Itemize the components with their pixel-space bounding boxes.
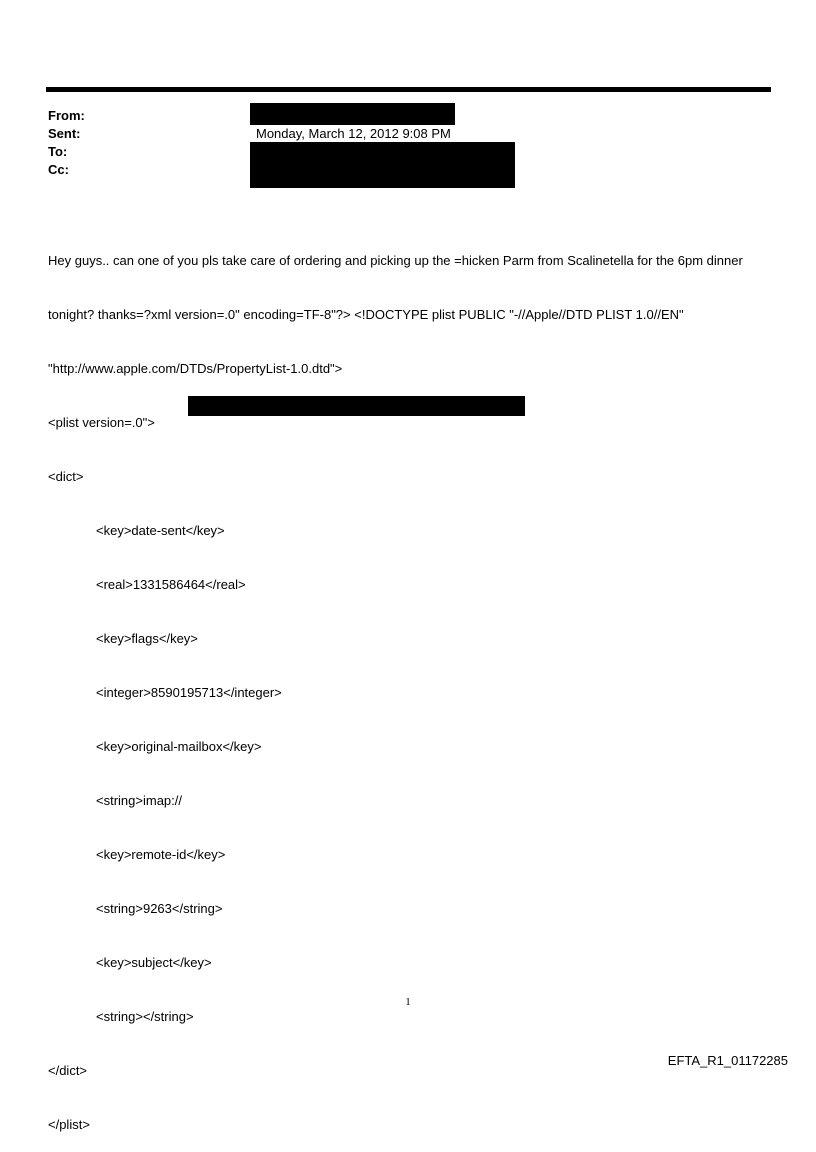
cc-label: Cc:: [48, 162, 69, 177]
body-line: <string></string>: [96, 1009, 194, 1024]
document-id: EFTA_R1_01172285: [667, 1053, 788, 1068]
header-rule: [46, 87, 771, 92]
to-label: To:: [48, 144, 68, 159]
body-line: Hey guys.. can one of you pls take care of ordering and picking up the =hicken Parm from Scalinetella for the 6pm dinner: [48, 253, 743, 268]
body-line: <integer>8590195713</integer>: [96, 685, 282, 700]
body-line: <key>date-sent</key>: [96, 523, 225, 538]
body-line: <key>flags</key>: [96, 631, 198, 646]
to-cc-redaction: [250, 142, 515, 188]
message-body: [48, 216, 778, 1152]
sent-value: Monday, March 12, 2012 9:08 PM: [256, 126, 451, 141]
body-line: <real>1331586464</real>: [96, 577, 246, 592]
sent-label: Sent:: [48, 126, 81, 141]
body-line: "http://www.apple.com/DTDs/PropertyList-1.0.dtd">: [48, 361, 343, 376]
body-line: </plist>: [48, 1117, 90, 1132]
body-line: <key>original-mailbox</key>: [96, 739, 262, 754]
body-line: <string>9263</string>: [96, 901, 223, 916]
body-line: <key>subject</key>: [96, 955, 212, 970]
body-line: <string>imap://: [96, 793, 182, 808]
mailbox-redaction: [188, 396, 525, 416]
body-line: tonight? thanks=?xml version=.0" encoding=TF-8"?> <!DOCTYPE plist PUBLIC "-//Apple//DTD PLIST 1.0//EN": [48, 307, 684, 322]
body-line: <dict>: [48, 469, 84, 484]
from-label: From:: [48, 108, 85, 123]
from-redaction: [250, 103, 455, 125]
body-line: </dict>: [48, 1063, 88, 1078]
body-line: <plist version=.0">: [48, 415, 155, 430]
body-line: <key>remote-id</key>: [96, 847, 226, 862]
page-number: 1: [405, 996, 411, 1008]
